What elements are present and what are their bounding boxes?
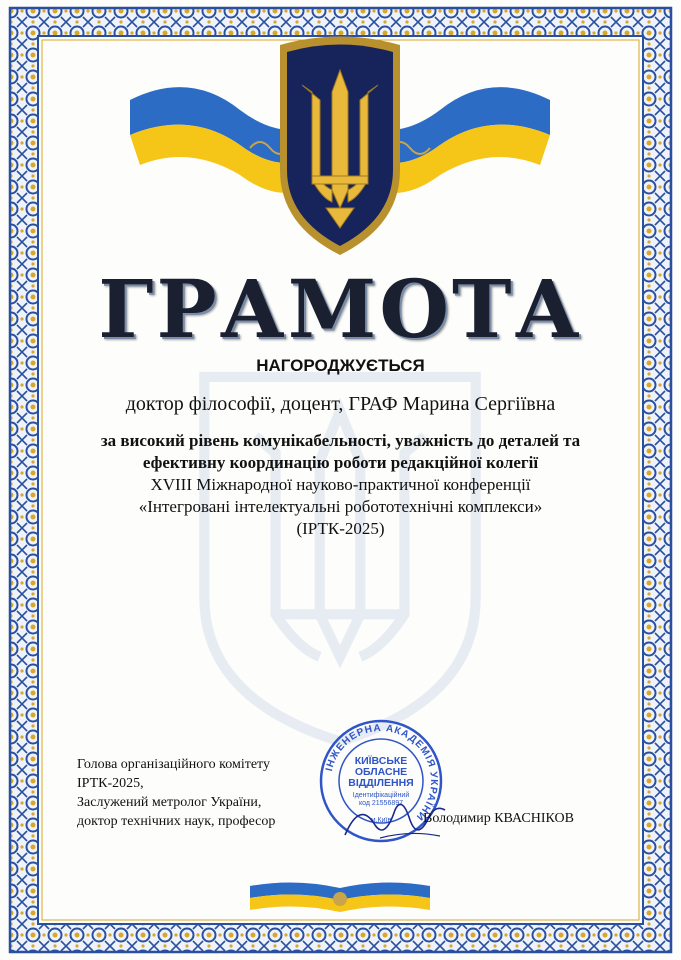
stamp-ring-text: ІНЖЕНЕРНА АКАДЕМІЯ УКРАЇНИ [324,722,440,823]
award-reason [60,430,621,540]
stamp-city: м.Київ [370,817,392,824]
reason-line: (ІРТК-2025) [296,519,385,538]
trident-emblem-icon [130,30,550,260]
reason-line: XVIII Міжнародної науково-практичної конференції [150,475,531,494]
position-line: ІРТК-2025, [77,776,144,791]
position-line: Голова організаційного комітету [77,757,270,772]
trident-watermark-icon [170,360,510,750]
reason-line: за високий рівень комунікабельності, уважність до деталей та [100,431,581,450]
stamp-center-line: ОБЛАСНЕ [354,766,408,778]
stamp-id-line: код 21556897 [358,800,404,807]
recipient-name: доктор філософії, доцент, ГРАФ Марина Сергіївна [125,393,556,415]
reason-line: «Інтегровані інтелектуальні робототехнічні комплекси» [138,497,543,516]
signatory-position [77,755,337,831]
position-line: Заслужений метролог України, [77,795,262,810]
certificate-title: ГРАМОТА [98,262,583,356]
stamp-center-line: КИЇВСЬКЕ [354,755,408,767]
signatory-name: Володимир КВАСНІКОВ [423,811,574,826]
awarded-label: НАГОРОДЖУЄТЬСЯ [256,356,425,375]
reason-line: ефективну координацію роботи редакційної колегії [142,453,539,472]
ribbon-icon [250,878,430,918]
stamp-center-line: ВІДДІЛЕННЯ [348,777,414,789]
position-line: доктор технічних наук, професор [77,814,276,829]
stamp-id-line: Ідентифікаційний [352,792,410,799]
